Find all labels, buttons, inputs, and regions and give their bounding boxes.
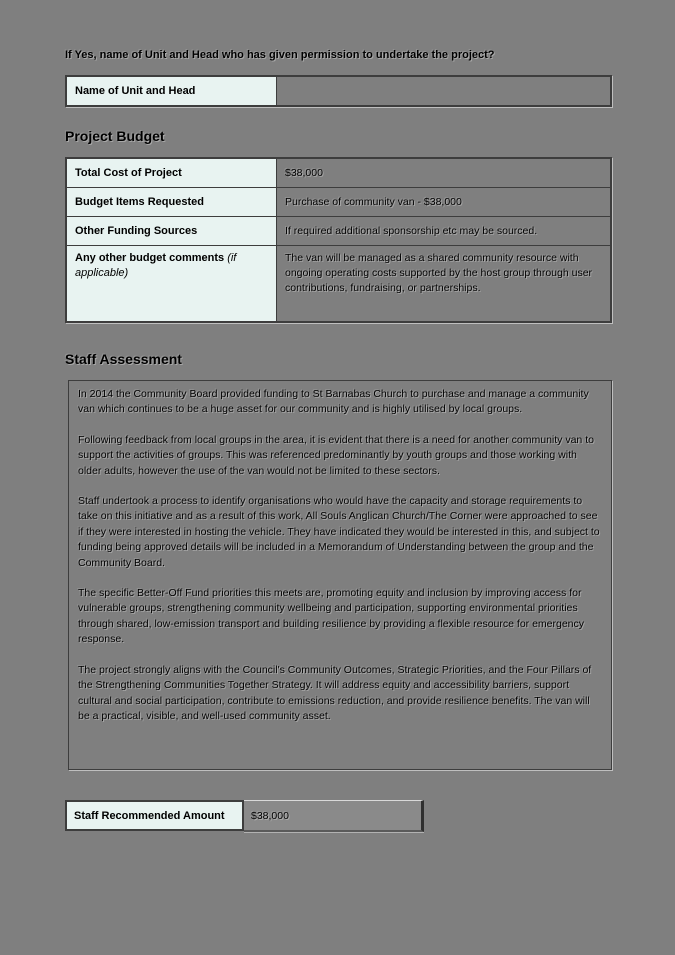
- budget-comments-label: [66, 246, 277, 323]
- staff-assessment-heading: Staff Assessment: [65, 351, 182, 367]
- permission-question-text: If Yes, name of Unit and Head who has given permission to undertake the project?: [65, 49, 495, 61]
- table-row: [66, 246, 611, 323]
- budget-items-value: Purchase of community van - $38,000: [277, 188, 612, 217]
- budget-items-label: Budget Items Requested: [66, 188, 277, 217]
- project-budget-table: [65, 157, 612, 323]
- project-budget-heading: Project Budget: [65, 128, 165, 144]
- staff-recommended-amount-field[interactable]: $38,000: [244, 800, 424, 832]
- staff-recommended-amount-label: Staff Recommended Amount: [65, 800, 244, 831]
- assessment-paragraph: The project strongly aligns with the Council's Community Outcomes, Strategic Priorities, and the Four Pillars of the Strengthening Communities Together Strategy. It will address equity and accessibility barriers, support cultural and social participation, contribute to emissions reduction, and provide resilience benefits. The van will be a practical, visible, and well-used community asset.: [78, 663, 592, 722]
- table-row: [66, 158, 611, 188]
- assessment-paragraph: In 2014 the Community Board provided funding to St Barnabas Church to purchase and manage a community van which continues to be a huge asset for our community and is highly utilised by local groups.: [78, 388, 589, 416]
- assessment-paragraph: Staff undertook a process to identify organisations who would have the capacity and storage requirements to take on this initiative and as a result of this work, All Souls Anglican Church/The Corner were approached to see if they were interested in hosting the vehicle. They have indicated they would be interested in this, and subject to funding being approved details will be included in a Memorandum of Understanding between the group and the Community Board.: [78, 495, 600, 569]
- unit-head-table: [65, 75, 612, 107]
- other-funding-label: Other Funding Sources: [66, 217, 277, 246]
- budget-comments-label-note: (if applicable): [75, 252, 237, 279]
- budget-comments-label-text: Any other budget comments: [75, 252, 225, 264]
- other-funding-value: If required additional sponsorship etc may be sourced.: [277, 217, 612, 246]
- table-row: [66, 217, 611, 246]
- assessment-paragraph: Following feedback from local groups in the area, it is evident that there is a need for another community van to support the activities of groups. This was referenced predominantly by youth groups and those working with older adults, however the use of the van would not be limited to these sectors.: [78, 433, 594, 477]
- total-cost-label: Total Cost of Project: [66, 158, 277, 188]
- table-row: [66, 76, 611, 106]
- staff-assessment-box: [68, 380, 612, 770]
- unit-head-label: Name of Unit and Head: [66, 76, 277, 106]
- assessment-paragraph: The specific Better-Off Fund priorities this meets are, promoting equity and inclusion by improving access for vulnerable groups, strengthening community wellbeing and participation, supporting environmental priorities through shared, low-emission transport and building resilience by providing a flexible resource for emergency response.: [78, 587, 585, 646]
- budget-comments-value: The van will be managed as a shared community resource with ongoing operating costs supported by the host group through user contributions, fundraising, or partnerships.: [277, 246, 612, 323]
- staff-recommended-amount-row: [65, 800, 424, 832]
- total-cost-value: $38,000: [277, 158, 612, 188]
- table-row: [66, 188, 611, 217]
- unit-head-value-field[interactable]: [277, 76, 612, 106]
